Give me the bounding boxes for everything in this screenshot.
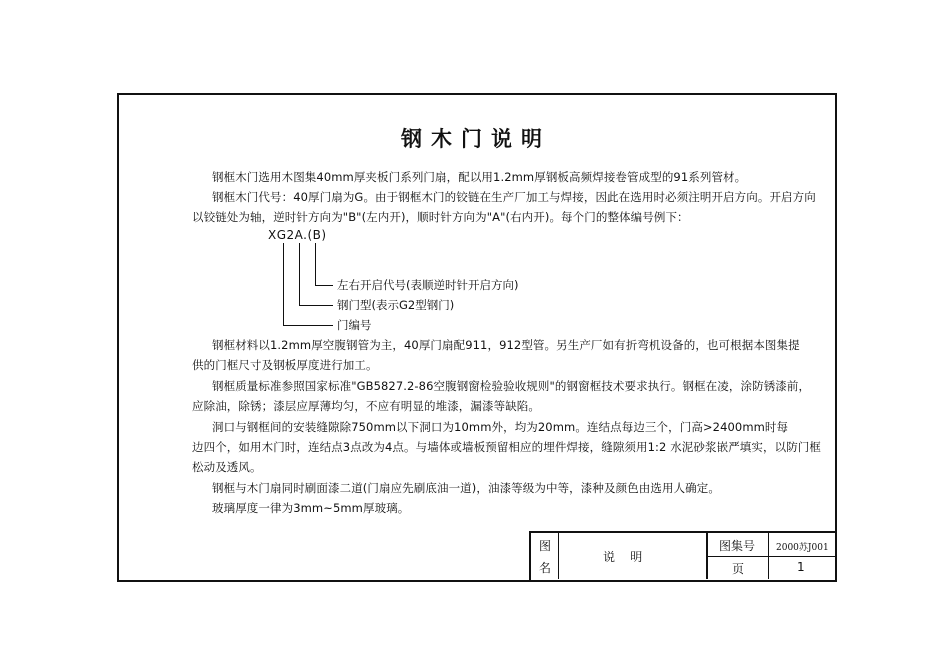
leader-line-direction — [315, 243, 316, 285]
paragraph-3-line-1: 钢框材料以1.2mm厚空腹钢管为主，40厚门扇配911，912型管。另生产厂如有折弯机设备的，也可根据本图集提 — [212, 338, 800, 352]
leader-line-door-type-h — [299, 305, 333, 306]
paragraph-5-line-2: 边四个，如用木门时，连结点3点改为4点。与墙体或墙板预留相应的埋件焊接，缝隙须用1:2 水泥砂浆嵌严填实，以防门框 — [192, 440, 821, 454]
drawing-name: 说 明 — [603, 550, 643, 564]
paragraph-4-line-1: 钢框质量标准参照国家标准"GB5827.2-86空腹钢窗检验验收规则"的钢窗框技术要求执行。钢框在凌，涂防锈漆前， — [212, 379, 811, 393]
paragraph-7: 玻璃厚度一律为3mm~5mm厚玻璃。 — [212, 501, 410, 515]
atlas-number-label: 图集号 — [719, 539, 756, 553]
paragraph-5-line-1: 洞口与钢框间的安装缝隙除750mm以下洞口为10mm外，均为20mm。连结点每边三个，门高>2400mm时每 — [212, 420, 789, 434]
paragraph-1: 钢框木门选用木图集40mm厚夹板门系列门扇，配以用1.2mm厚钢板高频焊接卷管成型的91系列管材。 — [212, 170, 747, 184]
door-code-example: XG2A.(B) — [268, 228, 327, 242]
name-label-top: 图 — [539, 539, 552, 553]
paragraph-3-line-2: 供的门框尺寸及钢板厚度进行加工。 — [192, 358, 378, 372]
leader-line-door-number-h — [283, 325, 333, 326]
name-label-bottom: 名 — [539, 561, 552, 575]
paragraph-6: 钢框与木门扇同时刷面漆二道(门扇应先刷底油一道)，油漆等级为中等，漆种及颜色由选用人确定。 — [212, 481, 720, 495]
atlas-number-value: 2000苏J001 — [776, 543, 829, 553]
legend-door-number: 门编号 — [337, 318, 372, 332]
page-title: 钢木门说明 — [401, 127, 551, 151]
leader-line-door-number — [283, 243, 284, 325]
page-label: 页 — [732, 562, 745, 576]
paragraph-2-line-1: 钢框木门代号：40厚门扇为G。由于钢框木门的铰链在生产厂加工与焊接，因此在选用时必须注明开启方向。开启方向 — [212, 190, 816, 204]
leader-line-door-type — [299, 243, 300, 305]
paragraph-4-line-2: 应除油，除锈；漆层应厚薄均匀，不应有明显的堆漆，漏漆等缺陷。 — [192, 399, 540, 413]
title-block-row-divider — [706, 556, 835, 557]
legend-direction-code: 左右开启代号(表顺逆时针开启方向) — [337, 278, 519, 292]
leader-line-direction-h — [315, 285, 333, 286]
title-block-divider-1 — [558, 533, 559, 579]
legend-door-type: 钢门型(表示G2型钢门) — [337, 298, 455, 312]
paragraph-5-line-3: 松动及透风。 — [192, 460, 262, 474]
paragraph-2-line-2: 以铰链处为轴，逆时针方向为"B"(左内开)，顺时针方向为"A"(右内开)。每个门的整体编号例下： — [192, 210, 689, 224]
title-block — [529, 531, 835, 581]
page-number: 1 — [797, 560, 805, 574]
